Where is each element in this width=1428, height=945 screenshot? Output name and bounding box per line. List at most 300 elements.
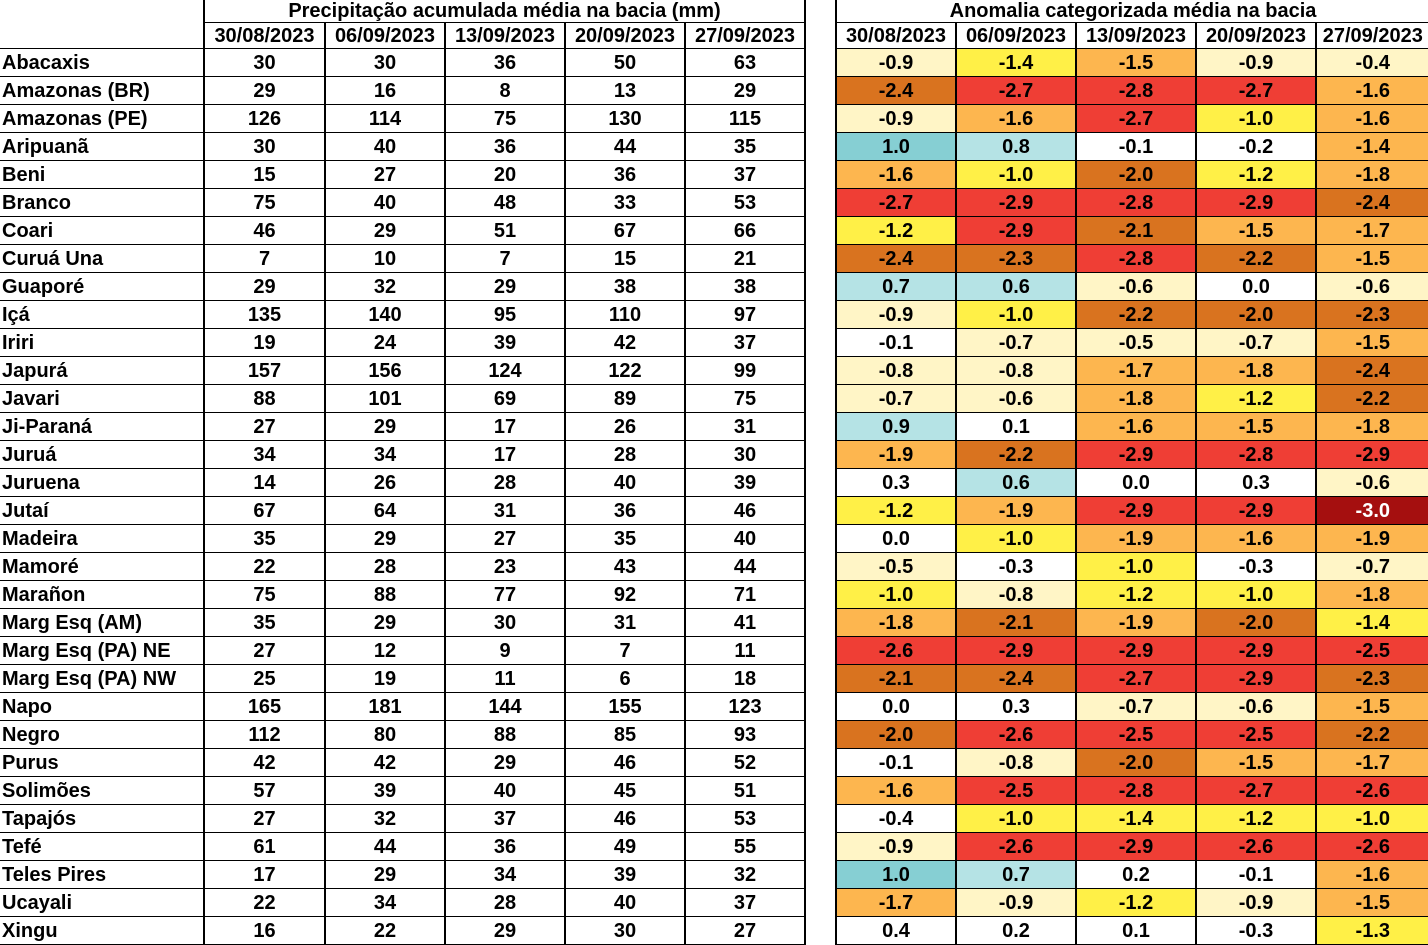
anom-value: -1.9 [1316, 525, 1428, 553]
basin-name: Jutaí [0, 497, 204, 525]
anom-value: -1.4 [956, 49, 1076, 77]
anom-value: -2.3 [1316, 301, 1428, 329]
precip-value: 28 [445, 889, 565, 917]
precip-value: 36 [445, 49, 565, 77]
precip-row [0, 553, 805, 581]
anom-row [836, 301, 1428, 329]
basin-name: Marg Esq (PA) NE [0, 637, 204, 665]
anom-row [836, 105, 1428, 133]
anom-row [836, 189, 1428, 217]
anom-value: -1.0 [1196, 105, 1316, 133]
precip-row [0, 581, 805, 609]
empty-header [0, 23, 204, 49]
precip-value: 37 [685, 161, 805, 189]
precip-row [0, 693, 805, 721]
anom-value: -1.5 [1316, 693, 1428, 721]
anom-value: 0.1 [1076, 917, 1196, 945]
anom-value: -1.2 [1196, 805, 1316, 833]
precip-row [0, 49, 805, 77]
anomaly-table [835, 0, 1428, 945]
precip-value: 30 [204, 49, 325, 77]
anom-row [836, 889, 1428, 917]
basin-name: Coari [0, 217, 204, 245]
anom-value: 0.2 [1076, 861, 1196, 889]
basin-name: Javari [0, 385, 204, 413]
anom-value: -1.5 [1196, 749, 1316, 777]
anom-value: -0.4 [1316, 49, 1428, 77]
anom-value: -0.6 [1196, 693, 1316, 721]
precip-value: 28 [325, 553, 445, 581]
anom-value: -2.2 [956, 441, 1076, 469]
precip-value: 35 [204, 525, 325, 553]
precip-value: 35 [685, 133, 805, 161]
anom-value: 1.0 [836, 861, 956, 889]
anom-value: -1.7 [836, 889, 956, 917]
anom-row [836, 805, 1428, 833]
anom-value: -0.9 [836, 105, 956, 133]
precip-value: 29 [325, 861, 445, 889]
anom-row [836, 637, 1428, 665]
anom-value: 0.2 [956, 917, 1076, 945]
anom-value: -0.7 [836, 385, 956, 413]
anom-value: -1.8 [1316, 161, 1428, 189]
precip-value: 36 [445, 833, 565, 861]
anom-value: -1.5 [1316, 329, 1428, 357]
anom-value: -0.7 [1316, 553, 1428, 581]
anom-value: -2.8 [1076, 77, 1196, 105]
precip-value: 37 [685, 329, 805, 357]
basin-name: Aripuanã [0, 133, 204, 161]
basin-name: Purus [0, 749, 204, 777]
anom-row [836, 441, 1428, 469]
anom-value: -0.5 [836, 553, 956, 581]
basin-name: Negro [0, 721, 204, 749]
anom-value: -1.4 [1316, 609, 1428, 637]
basin-name: Beni [0, 161, 204, 189]
anom-row [836, 609, 1428, 637]
anom-date-header: 20/09/2023 [1196, 23, 1316, 49]
precip-value: 77 [445, 581, 565, 609]
anom-value: -2.5 [1196, 721, 1316, 749]
precip-value: 14 [204, 469, 325, 497]
anom-value: -1.6 [956, 105, 1076, 133]
anom-value: -2.4 [836, 77, 956, 105]
precip-value: 29 [685, 77, 805, 105]
anom-value: -1.0 [836, 581, 956, 609]
anom-value: -0.9 [836, 49, 956, 77]
precip-value: 51 [445, 217, 565, 245]
anom-value: -0.1 [1076, 133, 1196, 161]
precip-row [0, 413, 805, 441]
anom-value: -0.3 [1196, 917, 1316, 945]
precip-value: 36 [445, 133, 565, 161]
precip-row [0, 105, 805, 133]
anom-value: -0.6 [1076, 273, 1196, 301]
precip-value: 101 [325, 385, 445, 413]
precip-value: 29 [325, 413, 445, 441]
anom-value: -1.9 [1076, 609, 1196, 637]
precip-value: 7 [445, 245, 565, 273]
anom-value: 0.0 [1076, 469, 1196, 497]
anom-value: 0.7 [836, 273, 956, 301]
anom-date-header: 27/09/2023 [1316, 23, 1428, 49]
anom-value: -2.5 [1316, 637, 1428, 665]
anom-value: -2.6 [836, 637, 956, 665]
precip-value: 123 [685, 693, 805, 721]
precip-row [0, 301, 805, 329]
precip-value: 34 [325, 441, 445, 469]
anom-value: -1.0 [956, 161, 1076, 189]
basin-name: Branco [0, 189, 204, 217]
precip-value: 40 [325, 189, 445, 217]
precip-value: 135 [204, 301, 325, 329]
precip-value: 92 [565, 581, 685, 609]
precip-value: 19 [204, 329, 325, 357]
anom-value: -2.1 [956, 609, 1076, 637]
anom-value: -0.7 [956, 329, 1076, 357]
anom-row [836, 581, 1428, 609]
anom-value: -0.1 [836, 329, 956, 357]
anom-value: -2.9 [956, 217, 1076, 245]
precip-value: 110 [565, 301, 685, 329]
anom-value: -2.9 [956, 189, 1076, 217]
anom-value: 0.0 [1196, 273, 1316, 301]
anom-value: -1.7 [1316, 749, 1428, 777]
precip-value: 29 [204, 77, 325, 105]
precip-title: Precipitação acumulada média na bacia (mm) [204, 0, 805, 23]
precip-value: 43 [565, 553, 685, 581]
anom-value: -1.0 [1316, 805, 1428, 833]
anom-value: -0.8 [956, 749, 1076, 777]
precip-value: 27 [685, 917, 805, 945]
anom-value: -2.6 [956, 721, 1076, 749]
anom-value: -2.9 [1196, 497, 1316, 525]
anom-value: -2.0 [1076, 749, 1196, 777]
anom-value: 0.4 [836, 917, 956, 945]
precip-value: 112 [204, 721, 325, 749]
precip-value: 30 [565, 917, 685, 945]
precip-row [0, 609, 805, 637]
anom-value: -2.0 [1196, 301, 1316, 329]
precip-value: 24 [325, 329, 445, 357]
precip-value: 97 [685, 301, 805, 329]
precip-value: 34 [204, 441, 325, 469]
precip-value: 165 [204, 693, 325, 721]
precip-row [0, 217, 805, 245]
anom-value: -2.6 [956, 833, 1076, 861]
precip-value: 31 [565, 609, 685, 637]
anom-row [836, 665, 1428, 693]
precip-value: 67 [204, 497, 325, 525]
anom-row [836, 693, 1428, 721]
anom-value: -1.9 [1076, 525, 1196, 553]
anom-row [836, 329, 1428, 357]
anom-value: -2.4 [1316, 189, 1428, 217]
basin-name: Teles Pires [0, 861, 204, 889]
anom-value: -2.9 [1076, 497, 1196, 525]
anom-value: -0.2 [1196, 133, 1316, 161]
precip-value: 181 [325, 693, 445, 721]
basin-name: Curuá Una [0, 245, 204, 273]
anom-value: -1.0 [1076, 553, 1196, 581]
precip-value: 36 [565, 161, 685, 189]
precip-value: 40 [325, 133, 445, 161]
precip-value: 88 [445, 721, 565, 749]
anom-value: -2.6 [1316, 777, 1428, 805]
basin-name: Amazonas (BR) [0, 77, 204, 105]
anom-value: -0.7 [1196, 329, 1316, 357]
anom-row [836, 553, 1428, 581]
precip-value: 32 [325, 273, 445, 301]
precip-value: 99 [685, 357, 805, 385]
precip-value: 7 [204, 245, 325, 273]
precip-value: 46 [204, 217, 325, 245]
precip-row [0, 861, 805, 889]
anom-value: -0.1 [836, 749, 956, 777]
anom-value: -2.9 [1196, 665, 1316, 693]
anom-value: -1.6 [1316, 861, 1428, 889]
anom-row [836, 749, 1428, 777]
anom-value: -0.9 [836, 833, 956, 861]
anom-value: -2.7 [1196, 777, 1316, 805]
precip-value: 69 [445, 385, 565, 413]
anom-value: -2.1 [836, 665, 956, 693]
anom-value: -1.6 [836, 777, 956, 805]
anom-value: -1.5 [1316, 245, 1428, 273]
anom-row [836, 833, 1428, 861]
basin-name: Ji-Paraná [0, 413, 204, 441]
anom-value: -2.3 [1316, 665, 1428, 693]
precip-value: 11 [685, 637, 805, 665]
precip-value: 42 [325, 749, 445, 777]
precip-value: 75 [204, 189, 325, 217]
precip-value: 16 [204, 917, 325, 945]
precip-value: 33 [565, 189, 685, 217]
anom-row [836, 245, 1428, 273]
anom-value: -1.2 [1076, 889, 1196, 917]
precip-value: 53 [685, 805, 805, 833]
anom-value: -1.3 [1316, 917, 1428, 945]
anom-value: -1.2 [1196, 385, 1316, 413]
anom-row [836, 77, 1428, 105]
precip-value: 27 [445, 525, 565, 553]
precip-value: 61 [204, 833, 325, 861]
anom-value: -1.2 [1076, 581, 1196, 609]
anom-value: -2.5 [1076, 721, 1196, 749]
precip-value: 15 [204, 161, 325, 189]
precip-row [0, 441, 805, 469]
precip-value: 122 [565, 357, 685, 385]
precip-value: 144 [445, 693, 565, 721]
precip-value: 12 [325, 637, 445, 665]
anom-value: -1.2 [1196, 161, 1316, 189]
precip-value: 36 [565, 497, 685, 525]
precip-value: 42 [565, 329, 685, 357]
precip-value: 28 [565, 441, 685, 469]
anom-value: 0.0 [836, 525, 956, 553]
anom-value: -2.2 [1076, 301, 1196, 329]
anom-row [836, 777, 1428, 805]
precip-row [0, 665, 805, 693]
precip-value: 37 [685, 889, 805, 917]
precip-value: 29 [325, 609, 445, 637]
anom-value: -2.8 [1076, 189, 1196, 217]
anom-value: 0.8 [956, 133, 1076, 161]
precip-value: 64 [325, 497, 445, 525]
anom-value: -2.7 [1076, 105, 1196, 133]
anom-value: -1.5 [1076, 49, 1196, 77]
precip-date-header: 06/09/2023 [325, 23, 445, 49]
precip-value: 38 [685, 273, 805, 301]
precip-value: 40 [565, 889, 685, 917]
anom-value: 0.1 [956, 413, 1076, 441]
precip-value: 115 [685, 105, 805, 133]
anom-value: 0.7 [956, 861, 1076, 889]
precip-value: 42 [204, 749, 325, 777]
precip-value: 30 [445, 609, 565, 637]
precip-date-header: 13/09/2023 [445, 23, 565, 49]
precip-value: 39 [445, 329, 565, 357]
precip-value: 10 [325, 245, 445, 273]
precip-value: 48 [445, 189, 565, 217]
precip-value: 53 [685, 189, 805, 217]
anom-value: -2.0 [1196, 609, 1316, 637]
anom-value: -1.6 [1196, 525, 1316, 553]
anom-value: -1.8 [836, 609, 956, 637]
precip-value: 31 [445, 497, 565, 525]
anom-row [836, 413, 1428, 441]
precip-row [0, 497, 805, 525]
anom-value: -2.2 [1316, 385, 1428, 413]
anom-value: -0.8 [836, 357, 956, 385]
anom-value: -0.6 [1316, 273, 1428, 301]
basin-name: Juruena [0, 469, 204, 497]
basin-name: Marañon [0, 581, 204, 609]
anom-value: -2.2 [1196, 245, 1316, 273]
precip-row [0, 637, 805, 665]
anom-value: -0.6 [956, 385, 1076, 413]
anom-row [836, 525, 1428, 553]
anom-row [836, 469, 1428, 497]
precip-value: 22 [204, 553, 325, 581]
anom-value: -1.7 [1316, 217, 1428, 245]
anom-value: -1.6 [836, 161, 956, 189]
anom-value: -2.6 [1316, 833, 1428, 861]
precip-value: 27 [204, 413, 325, 441]
precip-value: 85 [565, 721, 685, 749]
precip-row [0, 189, 805, 217]
anom-value: -2.4 [1316, 357, 1428, 385]
anom-value: -1.0 [956, 805, 1076, 833]
anom-value: 0.0 [836, 693, 956, 721]
precip-value: 27 [325, 161, 445, 189]
empty-header [0, 0, 204, 23]
precip-row [0, 273, 805, 301]
precip-value: 31 [685, 413, 805, 441]
anom-value: -1.0 [956, 301, 1076, 329]
precip-value: 88 [204, 385, 325, 413]
anom-value: 0.6 [956, 469, 1076, 497]
precip-row [0, 721, 805, 749]
precip-row [0, 833, 805, 861]
precip-value: 29 [445, 749, 565, 777]
precip-date-header: 20/09/2023 [565, 23, 685, 49]
precip-row [0, 161, 805, 189]
precip-value: 30 [685, 441, 805, 469]
precip-value: 44 [565, 133, 685, 161]
anom-value: -0.4 [836, 805, 956, 833]
basin-name: Xingu [0, 917, 204, 945]
precip-value: 23 [445, 553, 565, 581]
anom-value: -1.0 [956, 525, 1076, 553]
anom-value: -0.3 [1196, 553, 1316, 581]
precip-value: 46 [685, 497, 805, 525]
precip-row [0, 889, 805, 917]
precip-value: 88 [325, 581, 445, 609]
precip-value: 57 [204, 777, 325, 805]
anom-value: -2.9 [1316, 441, 1428, 469]
anom-value: -1.4 [1076, 805, 1196, 833]
precip-value: 75 [445, 105, 565, 133]
precip-value: 34 [445, 861, 565, 889]
precip-value: 75 [685, 385, 805, 413]
precip-value: 11 [445, 665, 565, 693]
anom-value: -1.9 [836, 441, 956, 469]
anom-date-header: 30/08/2023 [836, 23, 956, 49]
precip-value: 63 [685, 49, 805, 77]
precip-value: 16 [325, 77, 445, 105]
anom-row [836, 133, 1428, 161]
basin-name: Japurá [0, 357, 204, 385]
precip-value: 50 [565, 49, 685, 77]
precip-value: 95 [445, 301, 565, 329]
anom-value: -3.0 [1316, 497, 1428, 525]
precip-row [0, 133, 805, 161]
precip-row [0, 777, 805, 805]
precip-value: 32 [685, 861, 805, 889]
precip-value: 40 [445, 777, 565, 805]
precip-row [0, 917, 805, 945]
precip-value: 9 [445, 637, 565, 665]
precip-value: 55 [685, 833, 805, 861]
precip-value: 29 [204, 273, 325, 301]
precip-value: 26 [325, 469, 445, 497]
anom-value: -1.6 [1076, 413, 1196, 441]
precip-row [0, 805, 805, 833]
precip-value: 29 [325, 525, 445, 553]
anom-title: Anomalia categorizada média na bacia [836, 0, 1428, 23]
anom-value: -0.9 [836, 301, 956, 329]
anom-value: 0.9 [836, 413, 956, 441]
anom-value: -0.7 [1076, 693, 1196, 721]
anom-value: -1.5 [1196, 413, 1316, 441]
anom-value: -0.9 [956, 889, 1076, 917]
anom-value: -1.8 [1196, 357, 1316, 385]
precip-value: 89 [565, 385, 685, 413]
precip-row [0, 77, 805, 105]
anom-value: -1.2 [836, 217, 956, 245]
basin-name: Tefé [0, 833, 204, 861]
anom-value: -1.8 [1076, 385, 1196, 413]
precip-value: 44 [325, 833, 445, 861]
precip-value: 49 [565, 833, 685, 861]
precip-value: 35 [204, 609, 325, 637]
anom-value: -1.7 [1076, 357, 1196, 385]
precip-value: 29 [445, 917, 565, 945]
anom-value: -2.6 [1196, 833, 1316, 861]
precip-value: 67 [565, 217, 685, 245]
anom-value: 0.3 [956, 693, 1076, 721]
